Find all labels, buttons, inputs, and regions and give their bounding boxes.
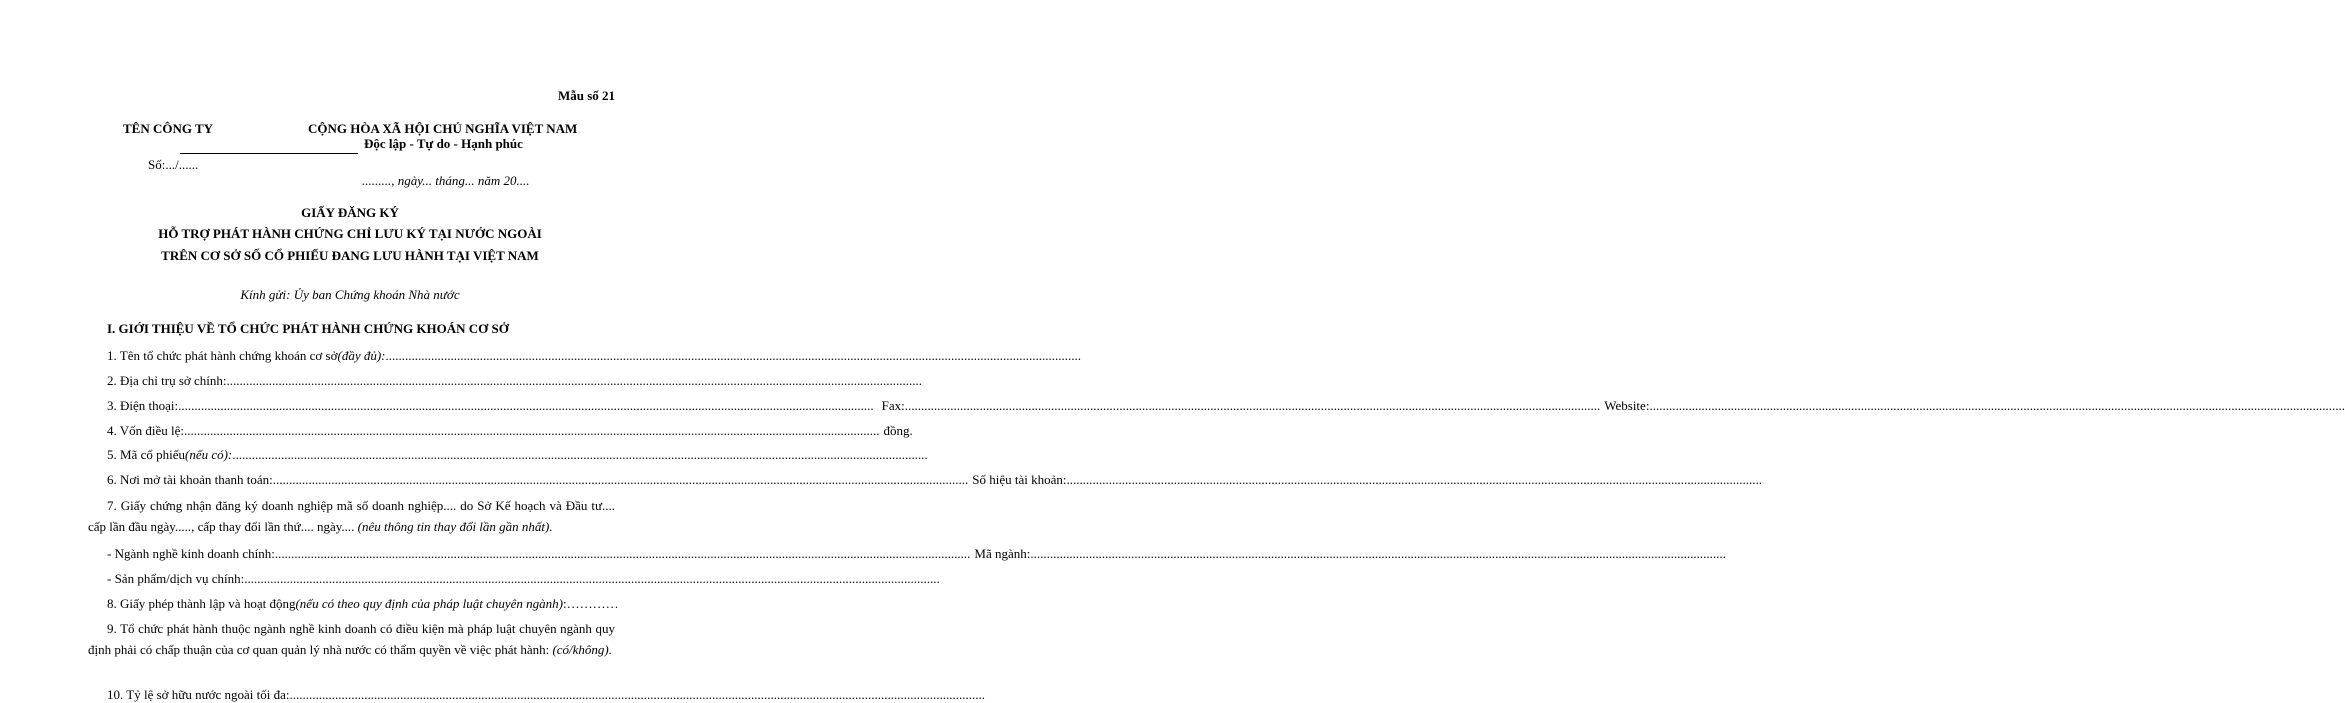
section-1-heading: I. GIỚI THIỆU VỀ TỔ CHỨC PHÁT HÀNH CHỨNG KHOÁN CƠ SỞ [107,321,509,336]
field-website-label: Website: [1604,398,1650,413]
field-conditional-business-text: 9. Tổ chức phát hành thuộc ngành nghề kinh doanh có điều kiện mà pháp luật chuyên ngành quy định phải có chấp thuận của cơ quan quản lý nhà nước có thẩm quyền về việc phát hành: [88,621,615,657]
field-phone-dots: ...................................................................................................................................................................................................................... [178,398,874,413]
field-payment-account-label: 6. Nơi mở tài khoản thanh toán: [107,472,273,487]
field-business-registration [88,495,615,537]
field-establishment-license-tail: :………… [562,596,619,611]
field-payment-account-dots: ...................................................................................................................................................................................................................... [272,472,969,487]
field-main-business-label: - Ngành nghề kinh doanh chính: [107,546,275,561]
field-main-products-dots: ...................................................................................................................................................................................................................... [244,571,940,586]
field-head-office-label: 2. Địa chỉ trụ sở chính: [107,373,227,388]
national-title: CỘNG HÒA XÃ HỘI CHỦ NGHĨA VIỆT NAM [308,121,578,136]
field-industry-code-label: Mã ngành: [974,546,1031,561]
field-issuer-name-note: (đầy đủ): [337,348,386,363]
field-main-business-dots: ...................................................................................................................................................................................................................... [274,546,971,561]
field-charter-capital [107,423,913,439]
field-foreign-ownership-dots: ...................................................................................................................................................................................................................... [289,687,985,702]
field-issuer-name-label: 1. Tên tổ chức phát hành chứng khoán cơ sở [107,348,338,363]
field-charter-capital-dots: ...................................................................................................................................................................................................................... [184,423,880,438]
form-number: Mẫu số 21 [558,88,616,103]
title-line-1: GIẤY ĐĂNG KÝ [301,205,399,220]
field-payment-account [107,472,1762,488]
field-account-number-label: Số hiệu tài khoản: [972,472,1067,487]
field-main-products-label: - Sản phẩm/dịch vụ chính: [107,571,245,586]
field-head-office [107,373,923,389]
field-business-registration-text: 7. Giấy chứng nhận đăng ký doanh nghiệp mã số doanh nghiệp.... do Sở Kế hoạch và Đầu tư.... cấp lần đầu ngày....., cấp thay đổi lần thứ.... ngày.... [88,498,615,534]
field-fax-label: Fax: [881,398,905,413]
field-establishment-license [107,596,619,612]
field-stock-code-note: (nếu có): [184,447,233,462]
field-issuer-name [107,348,1082,364]
field-website-dots: ...................................................................................................................................................................................................................... [1649,398,2345,413]
field-foreign-ownership [107,687,985,703]
field-main-products [107,571,940,587]
field-establishment-license-label: 8. Giấy phép thành lập và hoạt động [107,596,296,611]
field-conditional-business-note: (có/không). [552,642,613,657]
header-underline [180,153,358,154]
title-line-2: HỖ TRỢ PHÁT HÀNH CHỨNG CHỈ LƯU KÝ TẠI NƯỚC NGOÀI [158,226,542,241]
field-establishment-license-note: (nếu có theo quy định của pháp luật chuyên ngành) [295,596,563,611]
field-charter-capital-label: 4. Vốn điều lệ: [107,423,185,438]
field-conditional-business [88,618,615,660]
company-name-label: TÊN CÔNG TY [123,121,214,136]
field-issuer-name-dots: ...................................................................................................................................................................................................................... [385,348,1082,363]
field-account-number-dots: ...................................................................................................................................................................................................................... [1066,472,1762,487]
field-stock-code-dots: ...................................................................................................................................................................................................................... [232,447,928,462]
field-fax-dots: ...................................................................................................................................................................................................................... [904,398,1601,413]
field-contact [107,398,2345,414]
field-foreign-ownership-label: 10. Tỷ lệ sở hữu nước ngoài tối đa: [107,687,290,702]
field-head-office-dots: ...................................................................................................................................................................................................................... [226,373,923,388]
field-stock-code-label: 5. Mã cổ phiếu [107,447,185,462]
field-business-registration-note: (nêu thông tin thay đổi lần gần nhất). [357,519,553,534]
national-motto: Độc lập - Tự do - Hạnh phúc [364,136,523,151]
document-number: Số:.../...... [148,157,199,172]
recipient: Kính gửi: Ủy ban Chứng khoán Nhà nước [240,287,460,302]
date-line: ........., ngày... tháng... năm 20.... [362,173,530,188]
title-line-3: TRÊN CƠ SỞ SỐ CỔ PHIẾU ĐANG LƯU HÀNH TẠI VIỆT NAM [161,248,539,263]
field-phone-label: 3. Điện thoại: [107,398,179,413]
field-charter-capital-unit: đồng. [883,423,913,438]
field-industry-code-dots: ...................................................................................................................................................................................................................... [1030,546,1726,561]
field-main-business [107,546,1726,562]
field-stock-code [107,447,928,463]
